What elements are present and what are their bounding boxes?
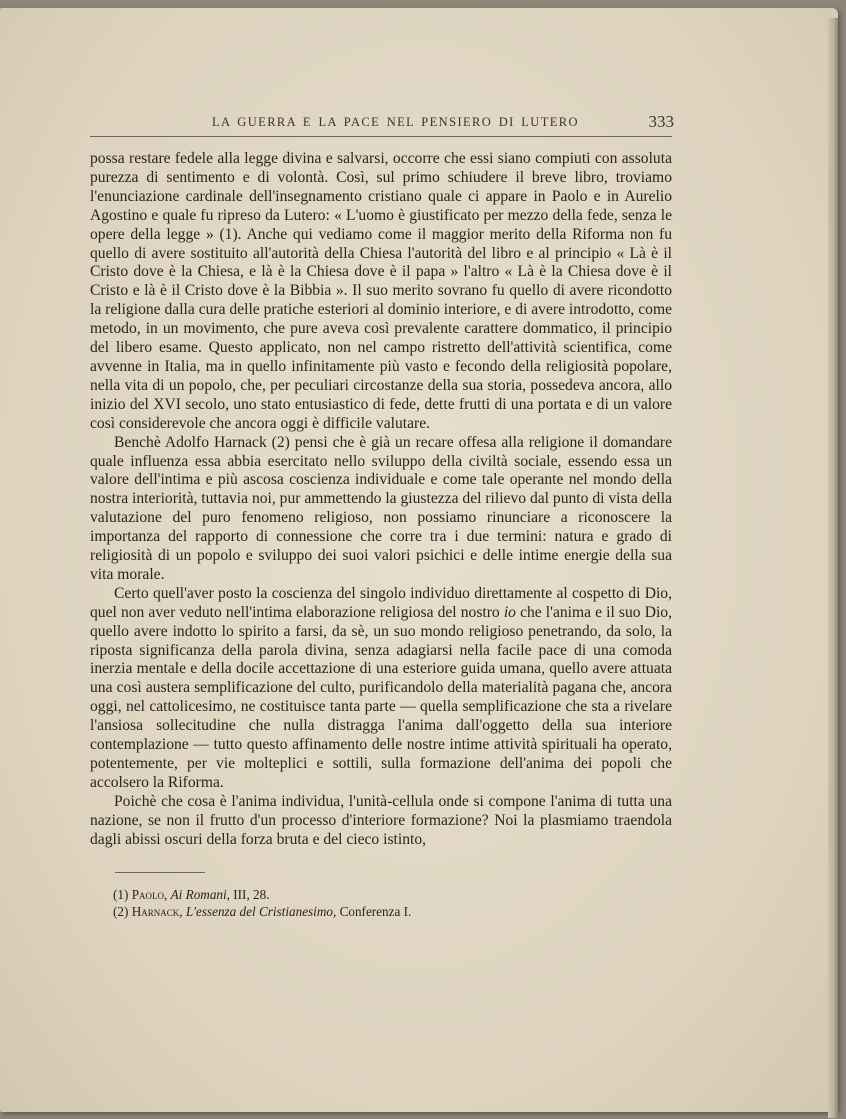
page-edge (828, 18, 838, 1118)
footnote-marker: (2) (113, 904, 129, 919)
footnotes (113, 886, 653, 920)
footnote-work: L'essenza del Cristianesimo, (185, 904, 337, 919)
footnote-rule (115, 872, 205, 873)
paragraph-3-part-1: Certo quell'aver posto la coscienza del singolo individuo direttamente al cospetto di Dio, quel non aver veduto nell'intima elaborazione religiosa del nostro (90, 584, 672, 621)
header-rule (90, 136, 672, 137)
paragraph-3 (90, 585, 672, 793)
footnote-reference: III, 28. (233, 887, 270, 902)
paragraph-2: Benchè Adolfo Harnack (2) pensi che è già un recare offesa alla religione il domandare quale influenza essa abbia esercitato nello sviluppo della civiltà sociale, essendo essa un valore dell'intima e più ascosa coscienza individuale e come tale operante nel mondo della nostra interiorità, tuttavia noi, pur ammettendo la giustezza del rilievo dal punto di vista della valutazione del puro fenomeno religioso, non possiamo rinunciare a riconoscere la importanza del rapporto di connessione che corre tra i due termini: natura e grado di religiosità di un popolo e sviluppo dei suoi valori psichici e delle intime energie della sua vita morale. (90, 433, 673, 583)
paragraph-3-italic: io (503, 603, 516, 621)
footnote-author: Paolo, (131, 887, 168, 902)
footnote-2 (113, 903, 653, 920)
footnote-reference: Conferenza I. (339, 904, 412, 919)
running-title: LA GUERRA E LA PACE NEL PENSIERO DI LUTERO (212, 115, 579, 129)
footnote-author: Harnack, (131, 904, 183, 919)
page-number: 333 (648, 112, 674, 131)
paragraph-3-part-2: che l'anima e il suo Dio, quello avere indotto lo spirito a farsi, da sè, un suo mondo religioso penetrando, da solo, la riposta significanza della parola divina, senza adagiarsi nella facile pace di una comoda inerzia mentale e della docile accettazione di una esteriore guida umana, quello avere attuata una così austera semplificazione del culto, purificandolo della materialità pagana che, ancora oggi, nel cattolicesimo, ne costituisce tanta parte — quella semplificazione che sta a rivelare l'ansiosa sollecitudine che nulla distragga l'anima dall'oggetto della sua interiore contemplazione — tutto questo affinamento delle nostre intime attività spirituali ha operato, potentemente, per vie molteplici e sottili, sulla formazione dell'anima dei popoli che accolsero la Riforma. (90, 603, 672, 791)
footnote-work: Ai Romani, (170, 887, 230, 902)
footnote-marker: (1) (113, 887, 129, 902)
body-text (90, 150, 672, 850)
footnote-1 (113, 886, 653, 903)
page-header (212, 112, 674, 134)
paragraph-4: Poichè che cosa è l'anima individua, l'unità-cellula onde si compone l'anima di tutta una nazione, se non il frutto d'un processo d'interiore formazione? Noi la plasmiamo traendola dagli abissi oscuri della forza bruta e del cieco istinto, (90, 792, 672, 848)
paragraph-1: possa restare fedele alla legge divina e salvarsi, occorre che essi siano compiuti con assoluta purezza di sentimento e di volontà. Così, sul primo schiudere il breve libro, troviamo l'enunciazione cardinale dell'insegnamento cristiano quale ci appare in Paolo e in Aurelio Agostino e quale fu ripreso da Lutero: « L'uomo è giustificato per mezzo della fede, senza le opere della legge » (1). Anche qui vediamo come il maggior merito della Riforma non fu quello di avere sostituito all'autorità della Chiesa l'autorità del libro e al principio « Là è il Cristo dove è la Chiesa, e là è la Chiesa dove è il papa » l'altro « Là è la Chiesa dove è il Cristo e là è il Cristo dove è la Bibbia ». Il suo merito sovrano fu quello di avere ricondotto la religione dalla cura delle pratiche esteriori al dominio interiore, e di avere introdotto, come metodo, in un movimento, che pure aveva così prevalente carattere dommatico, il principio del libero esame. Questo applicato, non nel campo ristretto dell'attività scientifica, come avvenne in Italia, ma in quello infinitamente più vasto e fecondo della religiosità popolare, nella vita di un popolo, che, per peculiari circostanze della sua storia, possedeva ancora, allo inizio del XVI secolo, uno stato entusiastico di fede, dette frutti di una portata e di un valore così considerevole che ancora oggi è difficile valutare. (90, 150, 672, 432)
